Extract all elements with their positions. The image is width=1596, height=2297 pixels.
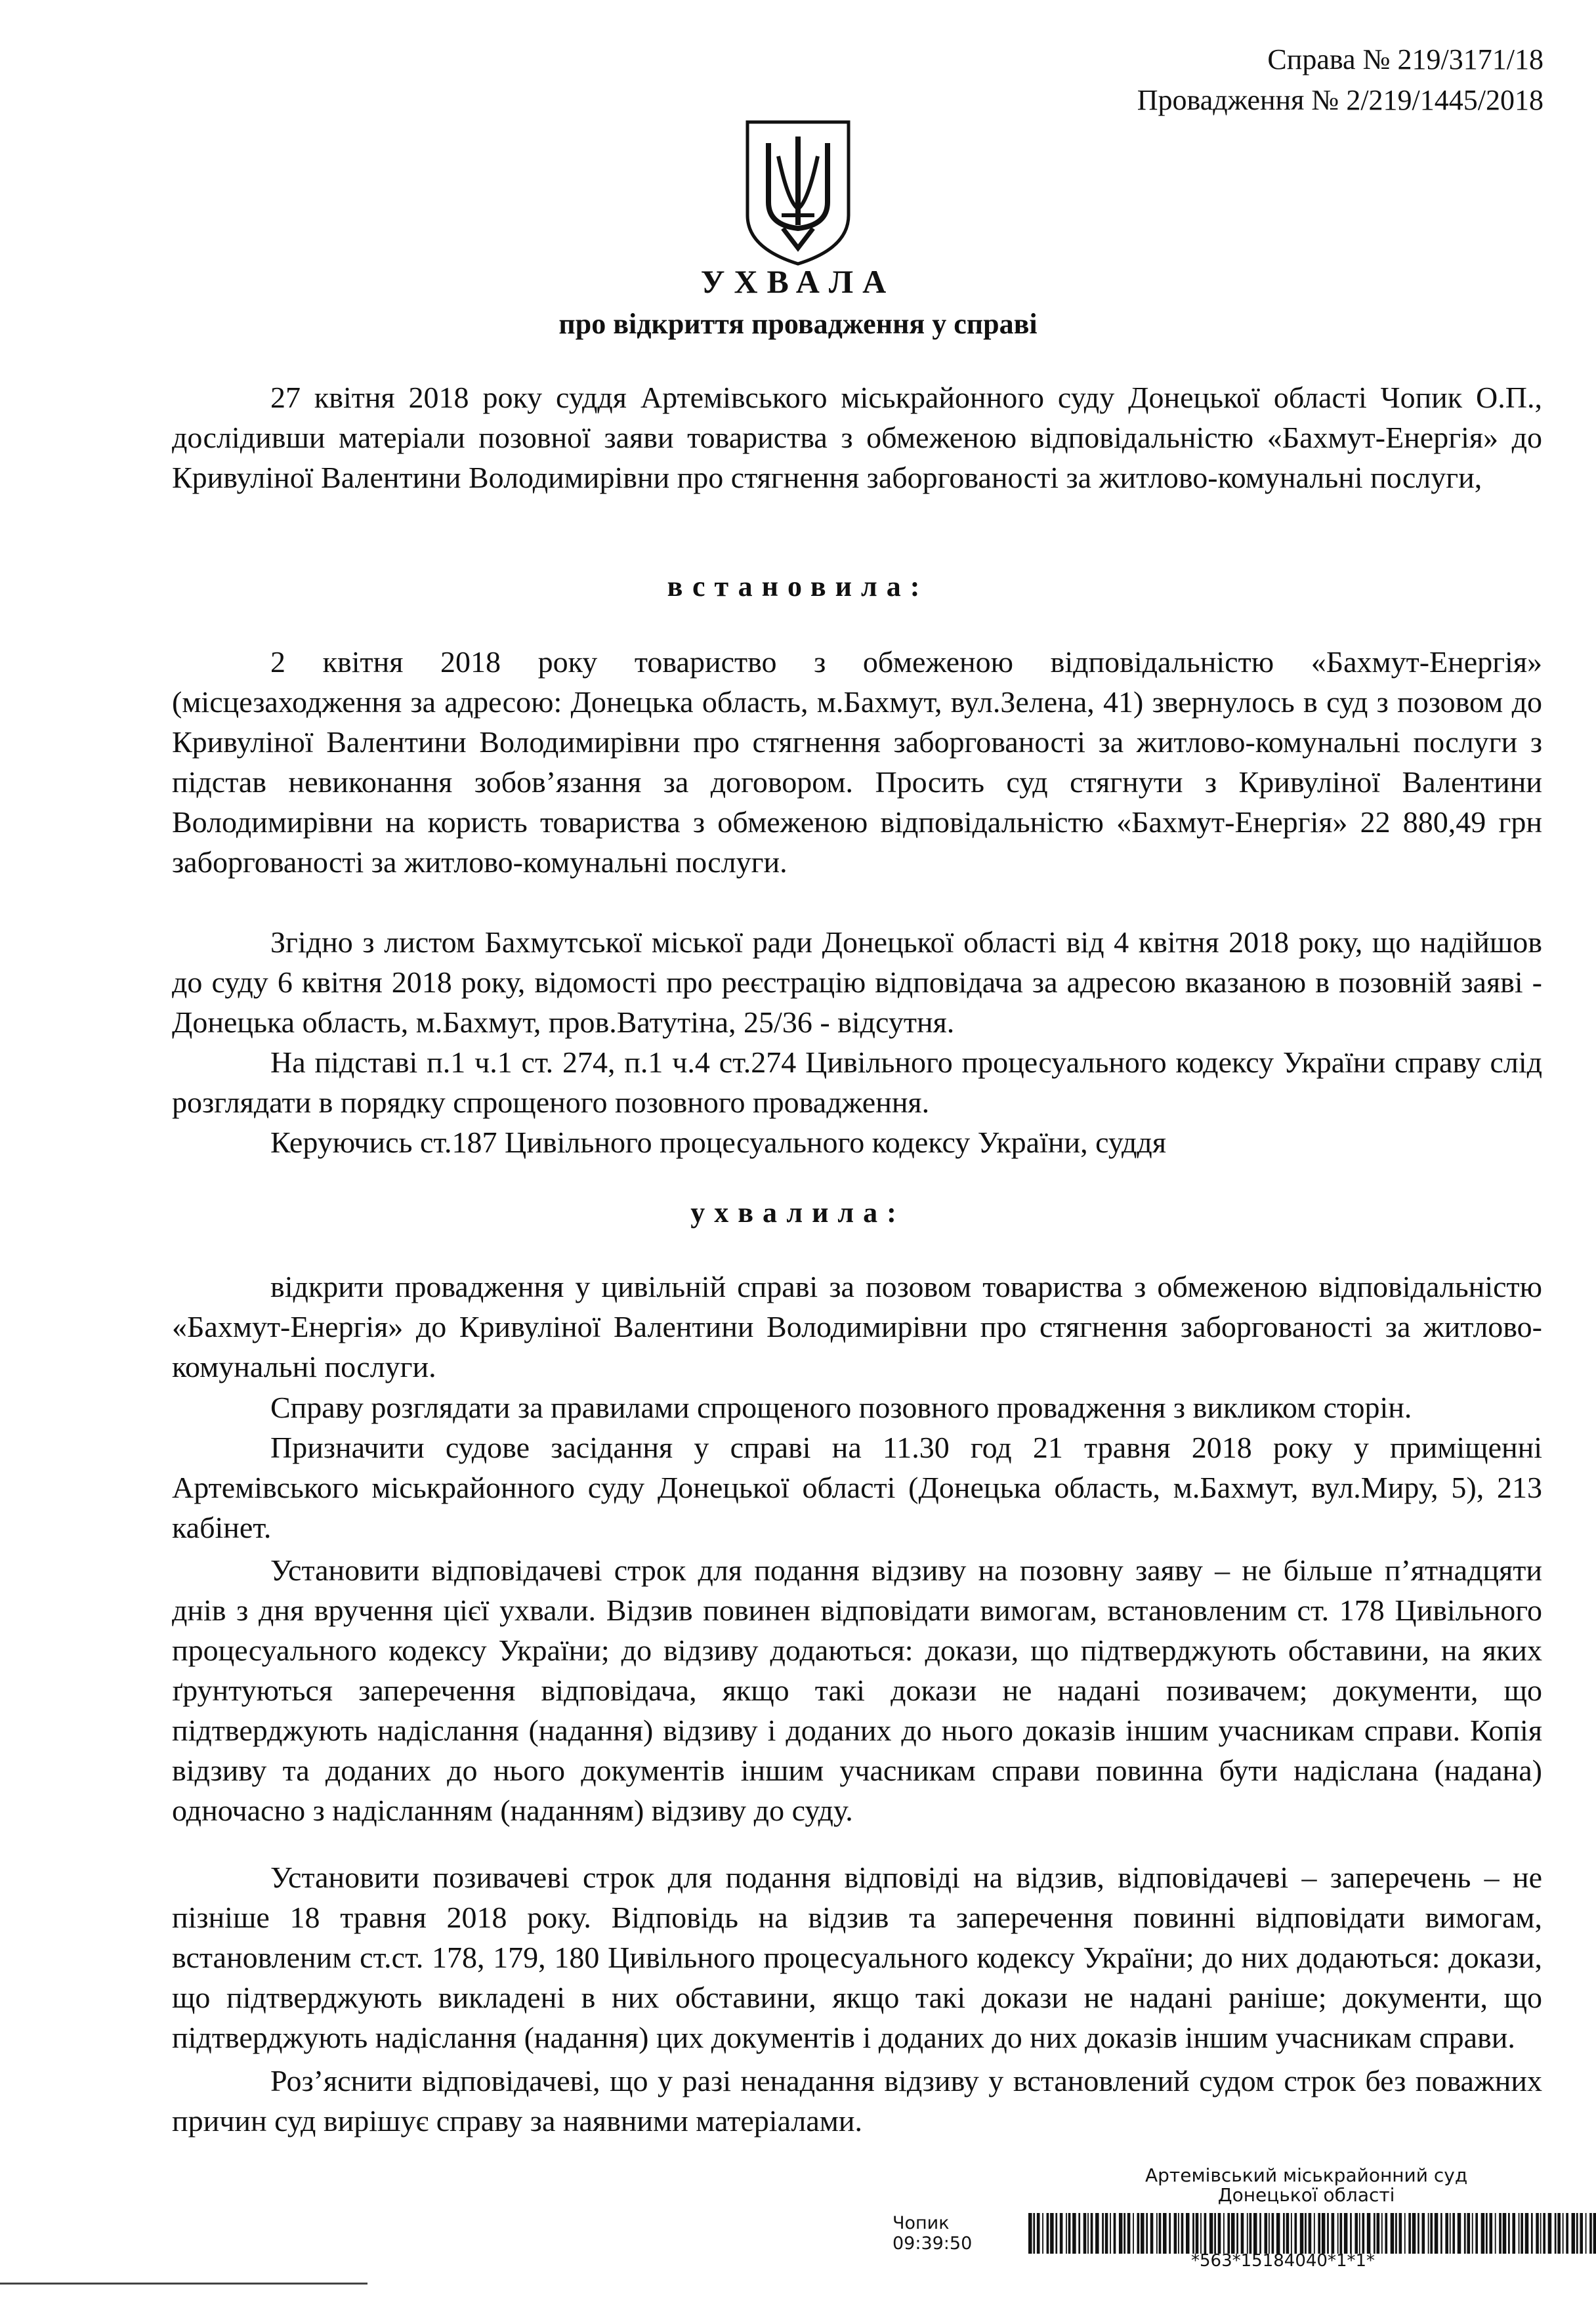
decided-heading: ухвалила: (690, 1196, 906, 1229)
decided-paragraph: Призначити судове засідання у справі на 11.30 год 21 травня 2018 року у приміщенні Артемівського міськрайонного суду Донецької області (Донецька область, м.Бахмут, вул.Миру, 5), 213 кабінет. (172, 1431, 1542, 1544)
established-paragraph: 2 квітня 2018 року товариство з обмеженою відповідальністю «Бахмут-Енергія» (місцезаходження за адресою: Донецька область, м.Бахмут, вул.Зелена, 41) звернулось в суд з позовом до Кривуліної Валентини Володимирівни про стягнення заборгованості за житлово-комунальні послуги з підстав невиконання зобов’язання за договором. Просить суд стягнути з Кривуліної Валентини Володимирівни на користь товариства з обмеженою відповідальністю «Бахмут-Енергія» 22 880,49 грн заборгованості за житлово-комунальні послуги. (172, 645, 1542, 879)
case-reference (1137, 39, 1544, 121)
decided-paragraph: Установити відповідачеві строк для подання відзиву на позовну заяву – не більше п’ятнадцяти днів з дня вручення цієї ухвали. Відзив повинен відповідати вимогам, встановленим ст. 178 Цивільного процесуального кодексу України; до відзиву додаються: докази, що підтверджують обставини, на яких ґрунтуються заперечення відповідача, якщо такі докази не надані позивачем; документи, що підтверджують надіслання (надання) відзиву і доданих до нього доказів іншим учасникам справи. Копія відзиву та доданих до нього документів іншим учасникам справи повинна бути надіслана (надана) одночасно з надісланням (наданням) відзиву до суду. (172, 1553, 1542, 1827)
decided-paragraph: відкрити провадження у цивільній справі за позовом товариства з обмеженою відповідальністю «Бахмут-Енергія» до Кривуліної Валентини Володимирівни про стягнення заборгованості за житлово-комунальні послуги. (172, 1270, 1542, 1383)
case-number: Справа № 219/3171/18 (1267, 43, 1544, 75)
established-paragraph: Керуючись ст.187 Цивільного процесуального кодексу України, суддя (270, 1126, 1166, 1159)
decided-paragraph: Справу розглядати за правилами спрощеного позовного провадження з викликом сторін. (270, 1391, 1412, 1424)
established-paragraph: На підставі п.1 ч.1 ст. 274, п.1 ч.4 ст.274 Цивільного процесуального кодексу України справу слід розглядати в порядку спрощеного позовного провадження. (172, 1045, 1542, 1119)
established-paragraph: Згідно з листом Бахмутської міської ради Донецької області від 4 квітня 2018 року, що надійшов до суду 6 квітня 2018 року, відомості про реєстрацію відповідача за адресою вказаною в позовній заяві - Донецька область, м.Бахмут, пров.Ватутіна, 25/36 - відсутня. (172, 925, 1542, 1039)
court-stamp-line: Донецької області (1217, 2184, 1395, 2206)
scan-edge-line (0, 2283, 368, 2285)
document-subtitle: про відкриття провадження у справі (558, 308, 1038, 340)
court-stamp-line: Артемівський міськрайонний суд (1145, 2164, 1468, 2186)
barcode-code: *563*15184040*1*1* (1191, 2251, 1376, 2271)
document-title: УХВАЛА (700, 263, 896, 300)
court-stamp (1145, 2166, 1467, 2205)
barcode-label: Чопик 09:39:50 (892, 2213, 973, 2254)
proceeding-number: Провадження № 2/219/1445/2018 (1137, 84, 1544, 116)
intro-paragraph: 27 квітня 2018 року суддя Артемівського міськрайонного суду Донецької області Чопик О.П., дослідивши матеріали позовної заяви товариства з обмеженою відповідальністю «Бахмут-Енергія» до Кривуліної Валентини Володимирівни про стягнення заборгованості за житлово-комунальні послуги, (172, 381, 1542, 494)
decided-paragraph: Установити позивачеві строк для подання відповіді на відзив, відповідачеві – заперечень – не пізніше 18 травня 2018 року. Відповідь на відзив та заперечення повинні відповідати вимогам, встановленим ст.ст. 178, 179, 180 Цивільного процесуального кодексу України; до них додаються: докази, що підтверджують викладені в них обставини, якщо такі докази не надані раніше; документи, що підтверджують надіслання (надання) цих документів і доданих до них доказів іншим учасникам справи. (172, 1861, 1542, 2054)
barcode-block (892, 2210, 1596, 2256)
established-heading: встановила: (667, 570, 929, 602)
trident-coat-of-arms-icon (742, 117, 854, 268)
barcode-icon (1028, 2213, 1596, 2254)
decided-paragraph: Роз’яснити відповідачеві, що у разі ненадання відзиву у встановлений судом строк без поважних причин суд вирішує справу за наявними матеріалами. (172, 2064, 1542, 2138)
